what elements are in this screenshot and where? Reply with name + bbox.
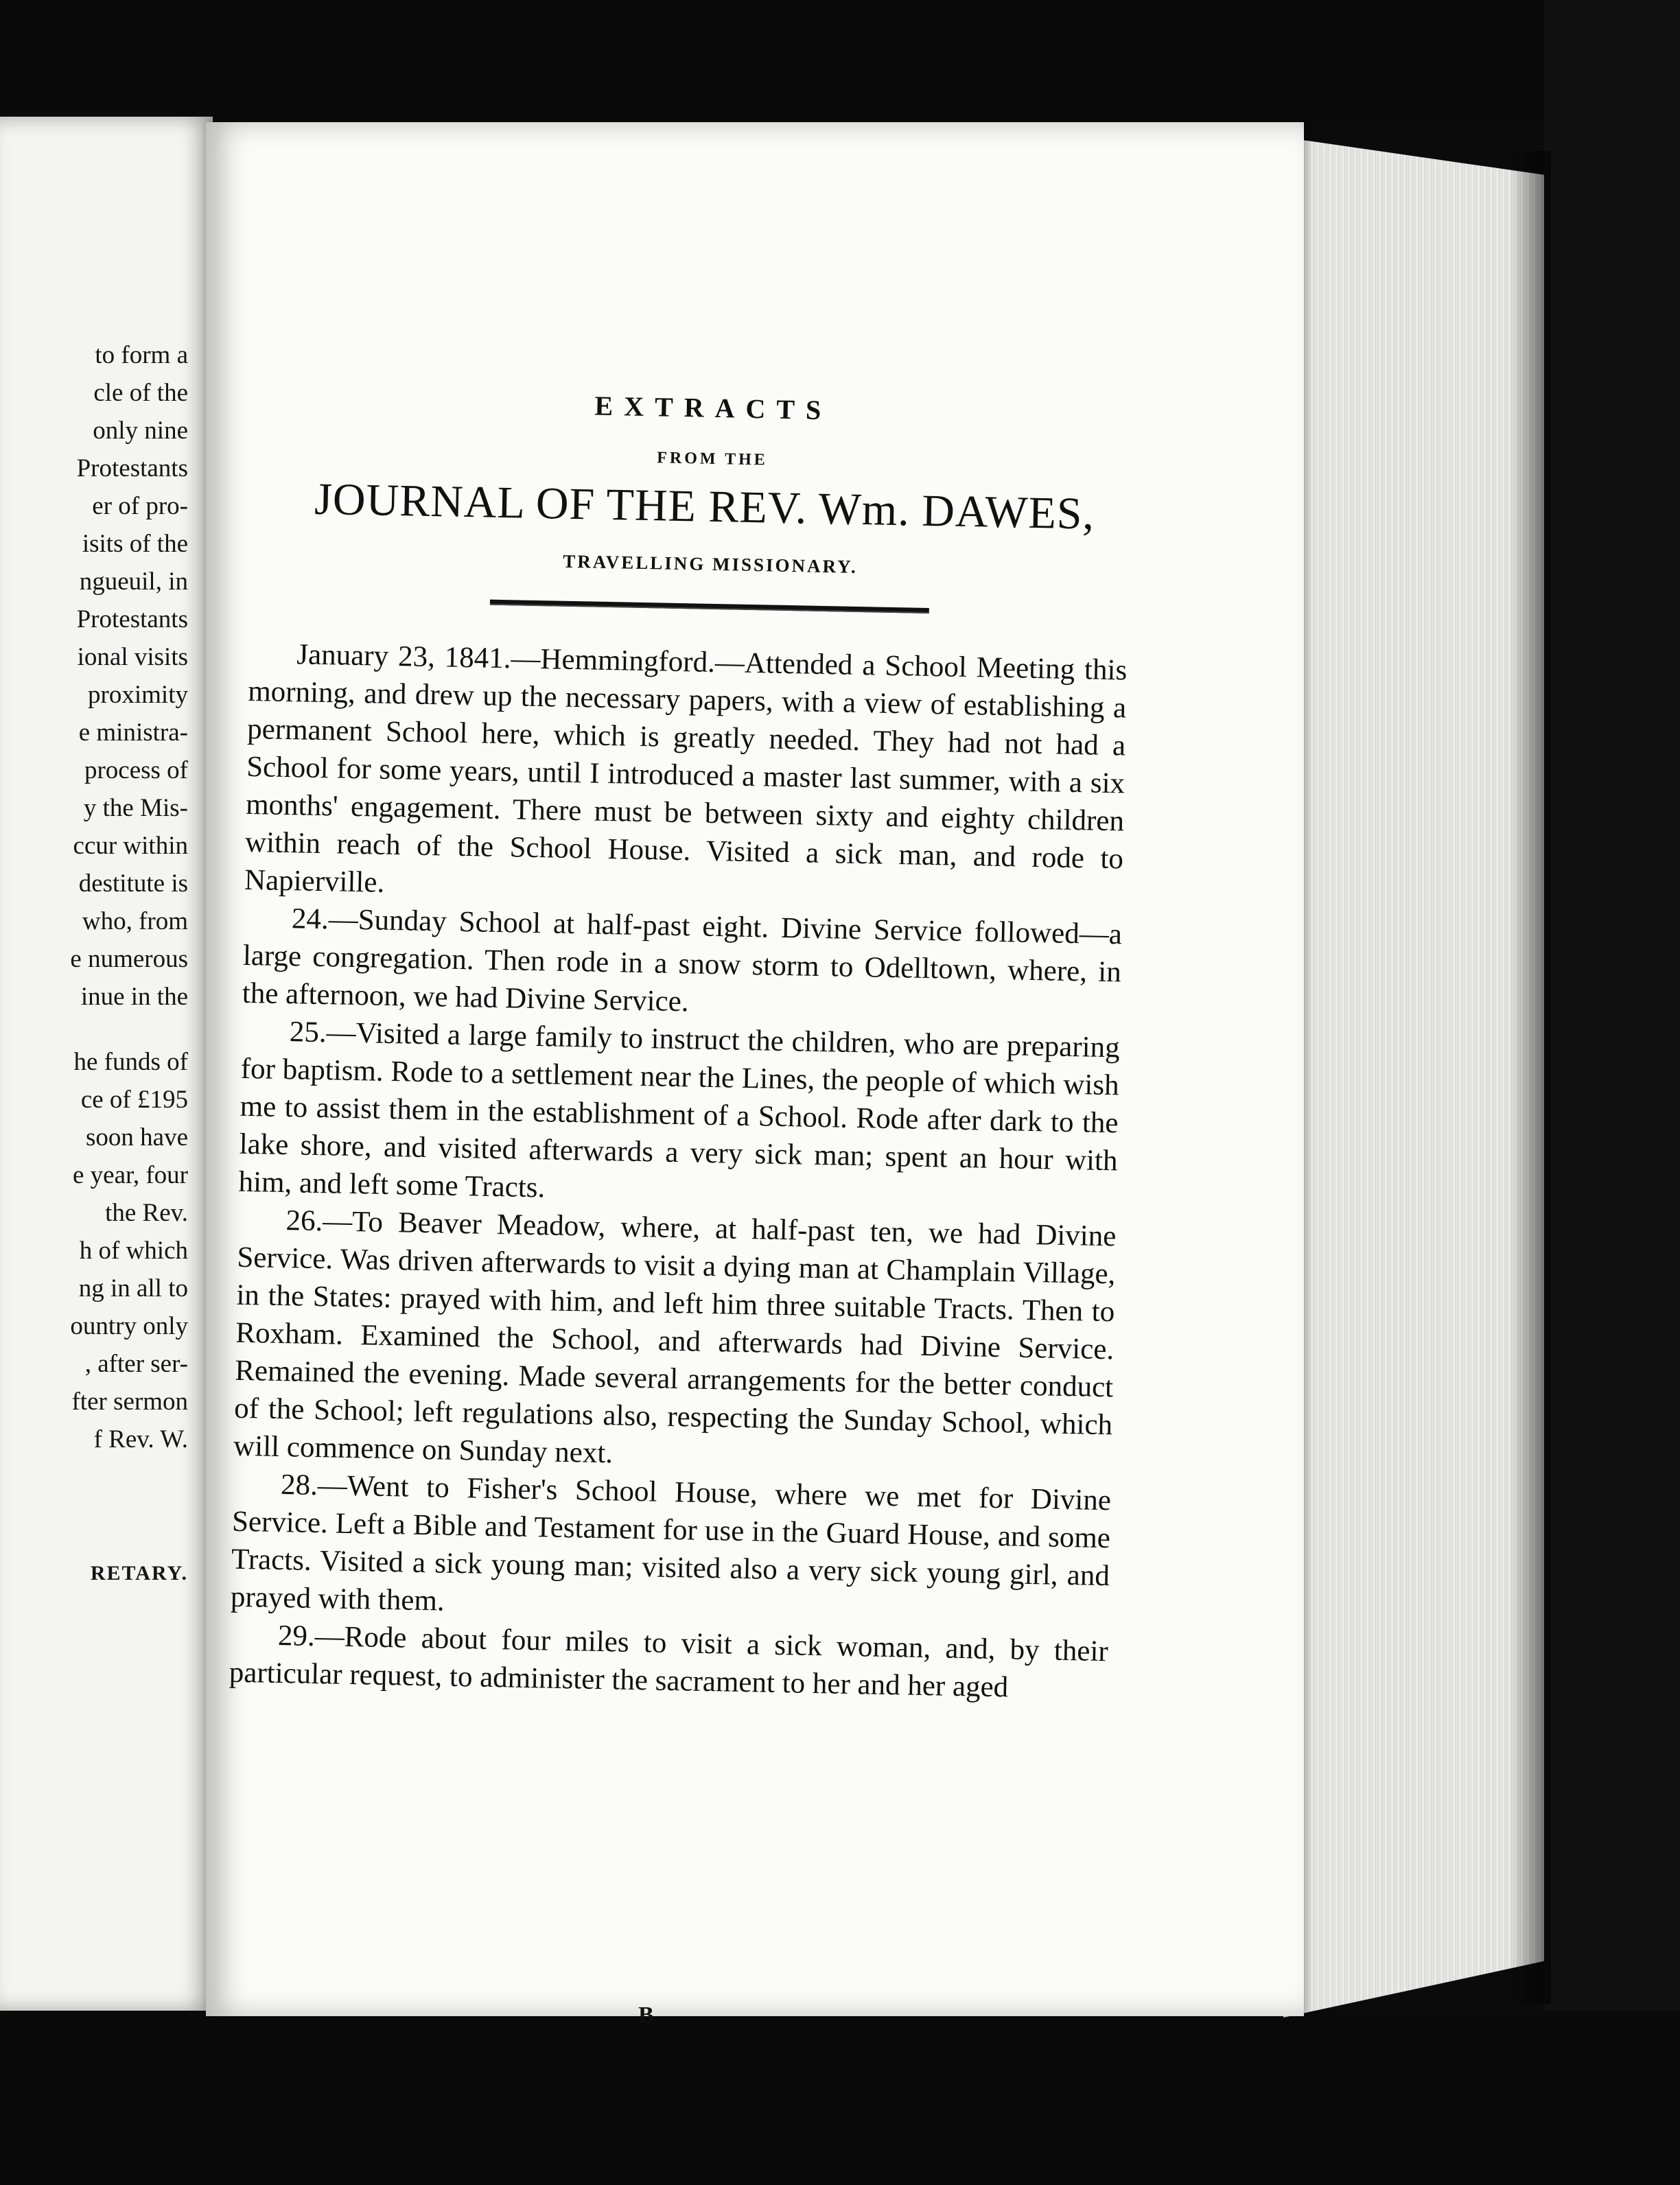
left-line: ccur within [73, 832, 188, 860]
left-page-text [0, 336, 188, 1592]
left-line: f Rev. W. [93, 1425, 188, 1453]
left-line: ce of £195 [80, 1086, 188, 1114]
journal-entry: 28.—Went to Fisher's School House, where we met for Divine Service. Left a Bible and Testament for use in the Guard House, and some Tracts. Visited a sick young man; visited also a very sick young girl, and prayed with them. [230, 1469, 1112, 1617]
left-line: isits of the [82, 530, 188, 558]
left-line: ngueuil, in [79, 568, 188, 596]
right-page [206, 122, 1304, 2028]
background-top [0, 0, 1680, 124]
left-line: y the Mis- [83, 794, 188, 822]
left-line: to form a [95, 341, 188, 369]
journal-entry: 24.—Sunday School at half-past eight. Divine Service followed—a large congregation. Then rode in a snow storm to Odelltown, where, in the afternoon, we had Divine Service. [242, 902, 1123, 1018]
left-line: e ministra- [78, 718, 188, 747]
left-line: ional visits [77, 643, 188, 671]
left-line: e numerous [70, 945, 188, 973]
background-right [1544, 0, 1680, 2185]
journal-entry: January 23, 1841.—Hemmingford.—Attended a School Meeting this morning, and drew up the necessary papers, with a view of establishing a permanent School here, which is greatly needed. They had not had a School for some years, until I introduced a master last summer, with a six months' engagement. There must be between sixty and eighty children within reach of the School House. Visited a sick man, and rode to Napierville. [244, 638, 1128, 899]
journal-entry: 25.—Visited a large family to instruct the children, who are preparing for baptism. Rode to a settlement near the Lines, the people of which wish me to assist them in the establishment of a School. Rode after dark to the lake shore, and visited afterwards a very sick man; spent an hour with him, and left some Tracts. [238, 1016, 1121, 1204]
page-subtitle: TRAVELLING MISSIONARY. [562, 550, 859, 577]
left-line: process of [84, 756, 188, 784]
left-line: cle of the [93, 379, 188, 407]
page-edges [1283, 137, 1544, 2018]
left-line: ng in all to [78, 1274, 188, 1302]
title-rule [490, 600, 929, 614]
left-line: soon have [86, 1123, 188, 1152]
left-line: who, from [82, 907, 188, 935]
left-line: he funds of [73, 1048, 188, 1076]
left-line: proximity [88, 681, 188, 709]
page-title: JOURNAL OF THE REV. Wm. DAWES, [314, 474, 1095, 539]
journal-entries [229, 635, 1127, 1708]
left-line: the Rev. [105, 1199, 188, 1227]
left-line: , after ser- [84, 1350, 188, 1378]
left-signature: RETARY. [90, 1562, 188, 1585]
background-bottom [0, 2011, 1680, 2185]
left-line: er of pro- [92, 492, 188, 520]
heading-extracts: EXTRACTS [594, 390, 832, 426]
page-edges-shadow [1510, 151, 1551, 2004]
left-line: e year, four [73, 1161, 188, 1189]
signature-mark: B [638, 2002, 654, 2028]
left-page [0, 117, 213, 2011]
left-line: ountry only [70, 1312, 188, 1340]
page-content [229, 383, 1132, 1708]
left-line: Protestants [76, 605, 188, 633]
left-line: only nine [93, 417, 188, 445]
heading-from-the: FROM THE [656, 449, 769, 469]
journal-entry: 26.—To Beaver Meadow, where, at half-past ten, we had Divine Service. Was driven afterwards to visit a dying man at Champlain Village, in the States: prayed with him, and left him three suitable Tracts. Then to Roxham. Examined the School, and afterwards had Divine Service. Remained the evening. Made several arrangements for the better conduct of the School; left regulations also, respecting the Sunday School, which will commence on Sunday next. [233, 1204, 1117, 1470]
left-line: fter sermon [71, 1388, 188, 1416]
left-line: inue in the [80, 983, 188, 1011]
left-line: destitute is [78, 869, 188, 898]
left-line: Protestants [76, 454, 188, 482]
left-line: h of which [79, 1237, 188, 1265]
journal-entry: 29.—Rode about four miles to visit a sick woman, and, by their particular request, to administer the sacrament to her and her aged [229, 1620, 1109, 1704]
